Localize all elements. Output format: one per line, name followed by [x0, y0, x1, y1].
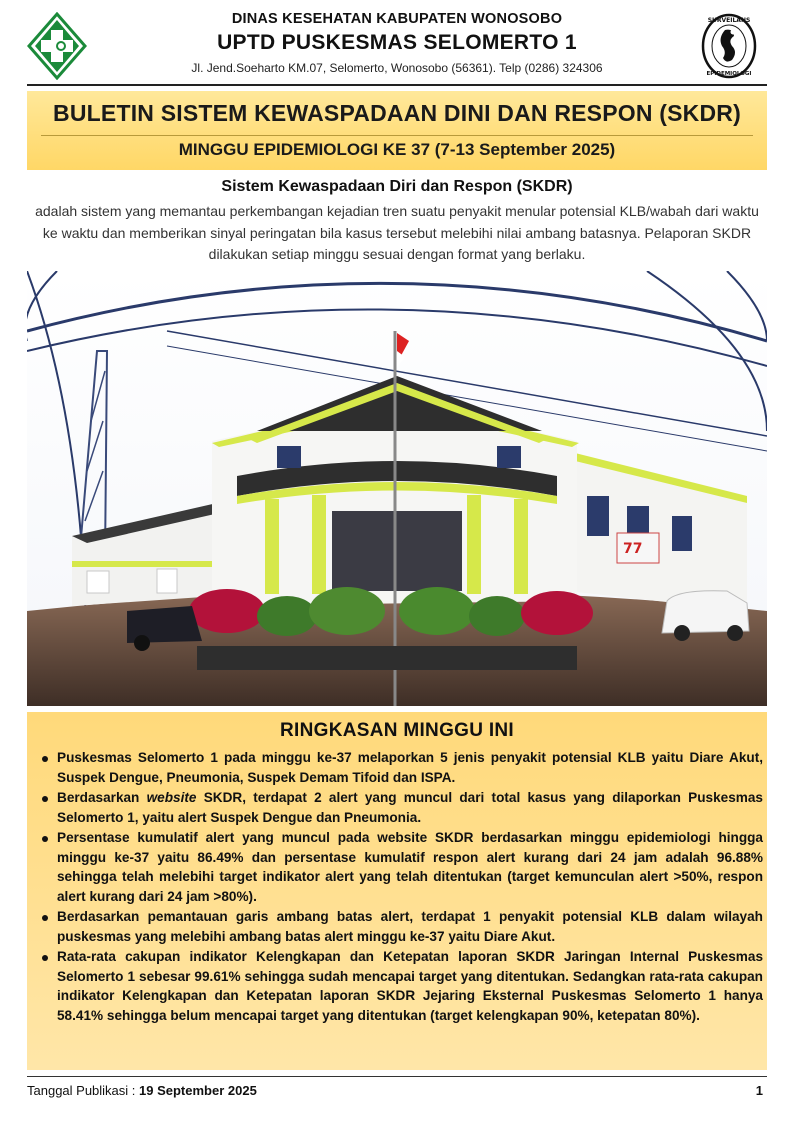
summary-heading: RINGKASAN MINGGU INI	[280, 720, 514, 741]
summary-list	[41, 748, 763, 1026]
building-photo	[27, 271, 767, 706]
weekly-summary	[27, 712, 767, 1070]
bulletin-title: BULETIN SISTEM KEWASPADAAN DINI DAN RESPON (SKDR)	[53, 100, 741, 126]
list-item: Berdasarkan pemantauan garis ambang batas alert, terdapat 1 penyakit potensial KLB dalam wilayah puskesmas yang melebihi ambang batas alert minggu ke-37 yaitu Diare Akut.	[41, 907, 763, 946]
page-number: 1	[755, 1083, 763, 1098]
list-item: Persentase kumulatif alert yang muncul pada website SKDR berdasarkan minggu epidemiologi hingga minggu ke-37 yaitu 86.49% dan persentase kumulatif respon alert kurang dari 24 jam adalah 96.88% sehingga telah melebihi target indikator alert yang telah ditentukan (target kemunculan alert >50%, respon alert kurang dari 24 jam >80%).	[41, 828, 763, 906]
bullet-icon	[42, 955, 48, 961]
unit-name: UPTD PUSKESMAS SELOMERTO 1	[217, 31, 577, 54]
puskesmas-logo-icon	[27, 12, 87, 80]
svg-text:SURVEILANS: SURVEILANS	[707, 17, 751, 24]
svg-text:EPIDEMIOLOGI: EPIDEMIOLOGI	[706, 71, 752, 77]
agency-name: DINAS KESEHATAN KABUPATEN WONOSOBO	[231, 11, 563, 27]
title-divider	[41, 135, 753, 136]
publication-date: Tanggal Publikasi : 19 September 2025	[27, 1083, 257, 1098]
list-item: Puskesmas Selomerto 1 pada minggu ke-37 melaporkan 5 jenis penyakit potensial KLB yaitu Diare Akut, Suspek Dengue, Pneumonia, Suspek Demam Tifoid dan ISPA.	[41, 748, 763, 787]
footer-divider	[27, 1076, 767, 1077]
banner-text: 77	[623, 541, 643, 557]
bullet-icon	[42, 915, 48, 921]
bulletin-title-band	[27, 91, 767, 170]
header-divider	[27, 84, 767, 86]
intro-text: adalah sistem yang memantau perkembangan kejadian tren suatu penyakit menular potensial KLB/wabah dari waktu ke waktu dan memberikan sinyal peringatan bila kasus tersebut melebihi nilai ambang batasnya. Pelaporan SKDR dilakukan setiap minggu sesuai dengan format yang berlaku.	[35, 203, 759, 262]
bullet-icon	[42, 796, 48, 802]
bulletin-subtitle: MINGGU EPIDEMIOLOGI KE 37 (7-13 September 2025)	[178, 140, 616, 159]
address: Jl. Jend.Soeharto KM.07, Selomerto, Wonosobo (56361). Telp (0286) 324306	[191, 61, 603, 75]
bullet-icon	[42, 836, 48, 842]
list-item: Berdasarkan website SKDR, terdapat 2 alert yang muncul dari total kasus yang dilaporkan Puskesmas Selomerto 1, yaitu alert Suspek Dengue dan Pneumonia.	[41, 788, 763, 827]
list-item: Rata-rata cakupan indikator Kelengkapan dan Ketepatan laporan SKDR Jaringan Internal Puskesmas Selomerto 1 sebesar 99.61% sehingga sudah mencapai target yang ditentukan. Sedangkan rata-rata cakupan indikator Kelengkapan dan Ketepatan laporan SKDR Jejaring Eksternal Puskesmas Selomerto 1 hanya 58.41% sehingga belum mencapai target yang ditentukan (target kelengkapan 90%, ketepatan 80%).	[41, 947, 763, 1025]
letterhead	[0, 0, 794, 84]
bullet-icon	[42, 756, 48, 762]
intro-heading: Sistem Kewaspadaan Diri dan Respon (SKDR)	[221, 178, 573, 195]
surveilans-epidemiologi-logo-icon	[699, 12, 759, 80]
